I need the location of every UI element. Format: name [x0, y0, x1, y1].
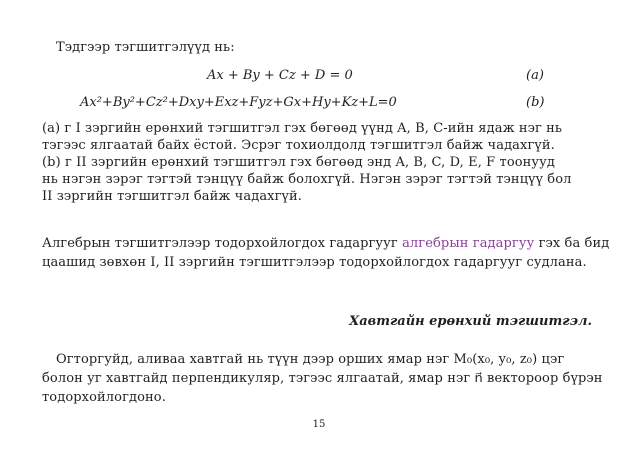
equation-a-label: (a) [526, 68, 544, 83]
page-number: 15 [312, 419, 326, 430]
algebraic-surface-link[interactable]: алгебрын гадаргуу [402, 236, 535, 251]
paragraph-plane-line-2: болон уг хавтгайд перпендикуляр, тэгээс ялгаатай, ямар нэг n⃗ вектороор бүрэн [42, 371, 603, 386]
surface-text-before: Алгебрын тэгшитгэлээр тодорхойлогдох гадаргууг [42, 236, 403, 251]
paragraph-ab-line-5: II зэргийн тэгшитгэл байж чадахгүй. [42, 189, 302, 204]
paragraph-ab-line-4: нь нэгэн зэрэг тэгтэй тэнцүү байж болохгүй. Нэгэн зэрэг тэгтэй тэнцүү бол [42, 172, 572, 187]
paragraph-surface-line-1 [42, 236, 610, 252]
intro-line: Тэдгээр тэгшитгэлүүд нь: [56, 40, 235, 55]
equation-b-label: (b) [526, 95, 545, 110]
paragraph-plane-line-1: Огторгуйд, аливаа хавтгай нь түүн дээр орших ямар нэг M₀(x₀, y₀, z₀) цэг [56, 352, 565, 367]
paragraph-surface-line-2: цаашид зөвхөн I, II зэргийн тэгшитгэлээр тодорхойлогдох гадаргууг судлана. [42, 255, 587, 270]
paragraph-ab-line-2: тэгээс ялгаатай байх ёстой. Эсрэг тохиолдолд тэгшитгэл байж чадахгүй. [42, 138, 555, 153]
equation-b: Ax²+By²+Cz²+Dxy+Exz+Fyz+Gx+Hy+Kz+L=0 [80, 95, 397, 110]
section-heading: Хавтгайн ерөнхий тэгшитгэл. [349, 314, 592, 329]
paragraph-ab-line-1: (a) г I зэргийн ерөнхий тэгшитгэл гэх бөгөөд үүнд A, B, C-ийн ядаж нэг нь [42, 121, 563, 136]
surface-text-after: гэх ба бид [534, 236, 610, 251]
equation-a: Ax + By + Cz + D = 0 [207, 68, 353, 83]
paragraph-plane-line-3: тодорхойлогдоно. [42, 390, 166, 405]
paragraph-ab-line-3: (b) г II зэргийн ерөнхий тэгшитгэл гэх бөгөөд энд A, B, C, D, E, F тоонууд [42, 155, 556, 170]
